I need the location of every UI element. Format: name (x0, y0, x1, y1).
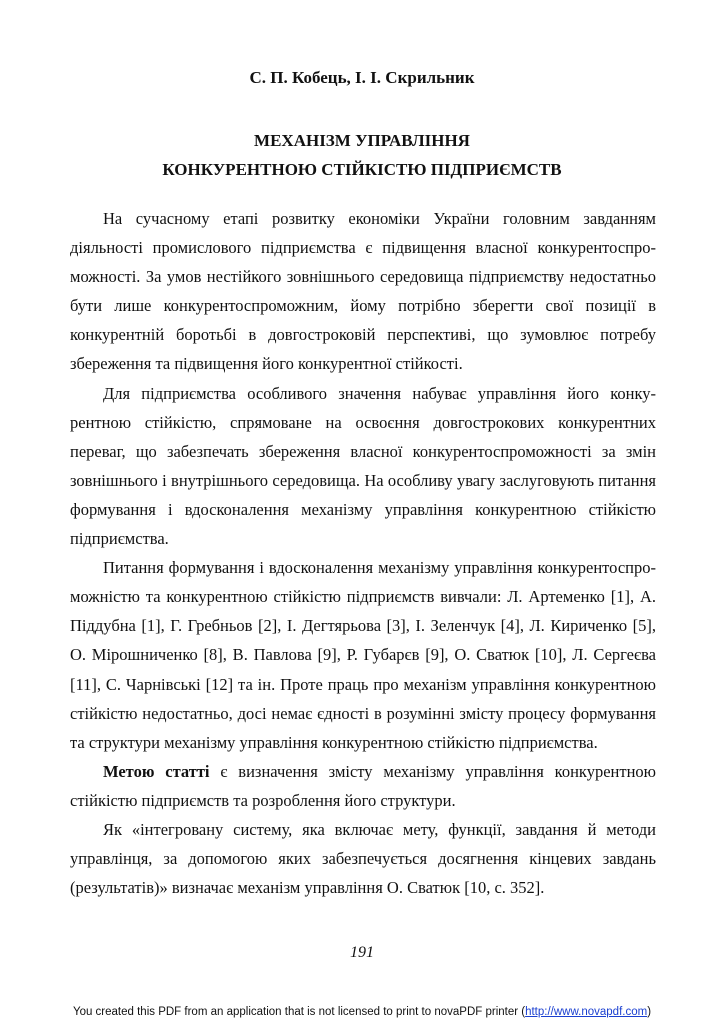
footer-text-end: ) (647, 1006, 652, 1018)
article-title (0, 126, 724, 184)
title-line-1: МЕХАНІЗМ УПРАВЛІННЯ (254, 131, 470, 150)
footer-text: You created this PDF from an application that is not licensed to print to novaPDF printer ( (72, 1006, 526, 1018)
goal-label: Метою статті (103, 761, 210, 781)
paragraph-3: Питання формування і вдосконалення механізму управління конкурентоспроможністю та конкурентною стійкістю підприємств вивчали: Л. Артеменко [1], А. Піддубна [1], Г. Гребньов [2], І. Дегтярьова [3], І. Зеленчук [4], Л. Кириченко [5], О. Мірошниченко [8], В. Павлова [9], Р. Губарєв [9], О. Сватюк [10], Л. Сергеєва [11], С. Чарнівські [12] та ін. Проте праць про механізм управління конкурентною стійкістю недостатньо, досі немає єдності в розумінні змісту процесу формування та структури механізму управління конкурентною стійкістю підприємства. (70, 558, 656, 752)
authors: С. П. Кобець, І. І. Скрильник (249, 68, 475, 87)
license-footer (0, 1006, 724, 1018)
paragraph-5: Як «інтегровану систему, яка включає мету, функції, завдання й методи управлінця, за допомогою яких забезпечується досягнення кінцевих завдань (результатів)» визначає механізм управління О. Сватюк [10, с. 352]. (70, 819, 656, 898)
paragraph-goal (70, 757, 656, 815)
paragraph-2: Для підприємства особливого значення набуває управління його конкурентною стійкістю, спрямоване на освоєння довгострокових конкурентних переваг, що забезпечать збереження власної конкурентоспроможності за змін зовнішнього і внутрішнього середовища. На особливу увагу заслуговують питання формування і вдосконалення механізму управління конкурентною стійкістю підприємства. (70, 383, 656, 549)
page-number: 191 (350, 944, 374, 961)
goal-text: є визначення змісту механізму управління конкурентною стійкістю підприємств та розроблення його структури. (70, 761, 656, 810)
title-line-2: КОНКУРЕНТНОЮ СТІЙКІСТЮ ПІДПРИЄМСТВ (162, 160, 562, 179)
novapdf-link[interactable]: http://www.novapdf.com (525, 1006, 648, 1018)
paragraph-1: На сучасному етапі розвитку економіки України головним завданням діяльності промислового підприємства є підвищення власної конкурентоспроможності. За умов нестійкого зовнішнього середовища підприємству недостатньо бути лише конкурентоспроможним, йому потрібно зберегти свої позиції в конкурентній боротьбі в довгостроковій перспективі, що зумовлює потребу збереження та підвищення його конкурентної стійкості. (70, 209, 656, 374)
article-body (70, 204, 656, 902)
